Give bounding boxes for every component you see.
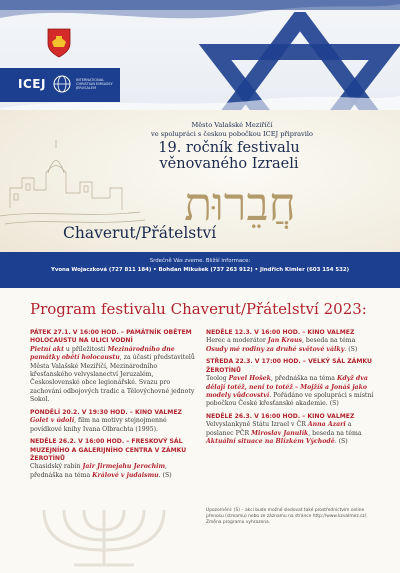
event-heading: NEDĚLE 26.3. V 16:00 HOD. – KINO VALMEZ	[206, 413, 355, 421]
program-column-right	[206, 329, 374, 451]
event-text: a poslanec PČR	[206, 421, 352, 437]
program-event	[30, 438, 196, 480]
festival-title-line2: věnovaného Izraeli	[159, 156, 299, 172]
event-highlight: Jan Kraus	[267, 337, 302, 345]
event-description	[206, 375, 374, 409]
event-text: , přednáška na téma	[30, 463, 167, 479]
event-highlight: Pietní akt	[30, 345, 64, 353]
hebrew-title-text: חֲבֵרוּת	[184, 177, 296, 231]
contact-people: Yvona Wojaczková (727 811 184) • Bohdan Mikušek (737 263 912) • Jindřich Kimler (603 154 532)	[50, 267, 350, 273]
event-heading: PONDĚLÍ 20.2. V 19:30 HOD. – KINO VALMEZ	[30, 408, 182, 416]
event-description	[206, 421, 374, 446]
event-description	[30, 417, 196, 434]
organizer-city: Město Valašské Meziříčí	[191, 121, 273, 129]
event-description	[30, 463, 196, 480]
event-highlight: Golet v údolí	[30, 417, 75, 425]
event-text: . (S)	[158, 471, 172, 479]
event-highlight: Osudy mé rodiny za druhé světové války	[206, 345, 345, 353]
event-text: , za účasti představitelů Města Valašské Meziříčí, Mezinárodního křesťanského velvyslanectví Jeruzalém, Československé obce legionářské. Svazu pro zachování odbojových tradic a Tělovýchovné jednoty Sokol.	[30, 354, 195, 404]
organizer-lines	[118, 121, 346, 138]
festival-title-line1: 19. ročník festivalu	[158, 140, 300, 156]
event-highlight: Jair Jirmejahu Jerochim	[82, 463, 165, 471]
program-event	[206, 413, 374, 447]
chaverut-subtitle: Chaverut/Přátelství	[63, 224, 217, 242]
event-text: u příležitosti	[63, 345, 108, 353]
city-coat-of-arms-icon	[47, 28, 71, 58]
event-text: Teolog	[206, 375, 229, 383]
event-highlight: Miroslav Janulík	[251, 429, 309, 437]
event-description	[30, 346, 196, 405]
event-heading: NEDĚLE 12.3. V 16:00 HOD. – KINO VALMEZ	[206, 329, 355, 336]
event-text: Chasidský rabín	[30, 463, 83, 471]
event-text: Velvyslankyně Státu Izrael v ČR	[206, 421, 308, 429]
event-description	[206, 337, 374, 354]
icej-globe-icon	[52, 74, 72, 94]
event-text: , přednáška na téma	[270, 375, 337, 383]
event-heading: PÁTEK 27.1. V 16:00 HOD. – PAMÁTNÍK OBĚTEM HOLOCAUSTU NA ULICI VODNÍ	[30, 329, 192, 345]
event-text: , beseda na téma	[308, 429, 362, 437]
program-event	[30, 409, 196, 434]
menorah-icon	[14, 500, 194, 570]
program-event	[206, 329, 374, 354]
event-text: , beseda na téma	[301, 337, 356, 345]
event-text: . Pořádáno ve spolupráci s místní pobočkou České křesťanské akademie. (S)	[206, 392, 374, 408]
organizer-partner: ve spolupráci s českou pobočkou ICEJ připravilo	[151, 129, 313, 138]
program-column-left	[30, 329, 196, 484]
event-highlight: Když dva dělají totéž, není to totéž – Mojžíš a Jonáš jako modely vůdcovství	[206, 375, 368, 400]
event-text: . (S)	[344, 345, 358, 353]
event-text: . (S)	[334, 438, 348, 446]
event-text: , film na motivy stejnojmenné povídkové knihy Ivana Olbrachta (1995).	[30, 417, 167, 433]
icej-subtitle: INTERNATIONAL CHRISTIAN EMBASSY JERUSALEM	[76, 78, 113, 90]
event-heading: STŘEDA 22.3. V 17:00 HOD. – VELKÝ SÁL ZÁMKU ŽEROTÍNŮ	[206, 358, 372, 374]
event-highlight: Pavel Hošek	[228, 375, 271, 383]
event-heading: NEDĚLE 26.2. V 16:00 HOD. – FRESKOVÝ SÁL MUZEJNÍHO A GALERIJNÍHO CENTRA V ZÁMKU ŽEROTÍNŮ	[30, 438, 187, 463]
event-highlight: Mezinárodního dne památky obětí holocaustu	[30, 345, 175, 362]
program-event	[206, 358, 374, 408]
program-event	[30, 329, 196, 405]
event-highlight: Králové v judaismu	[92, 471, 159, 479]
event-text: Herec a moderátor	[206, 337, 268, 345]
program-footnote: Upozornění: (S) – akci bude možné sledovat také prostřednictvím online přenosu (streamu) nebo ze záznamu na stránce http://www.kzvalmez.cz/. Změna programu vyhrazena.	[206, 508, 368, 525]
program-title: Program festivalu Chaverut/Přátelství 2023:	[30, 300, 367, 318]
icej-logo-text: ICEJ	[18, 77, 46, 91]
event-highlight: Aktuální situace na Blízkém Východě	[206, 438, 335, 446]
event-highlight: Anna Azari	[307, 421, 346, 429]
hebrew-title	[140, 172, 340, 232]
contact-invite: Srdečně Vás zveme. Bližší informace:	[149, 258, 251, 264]
